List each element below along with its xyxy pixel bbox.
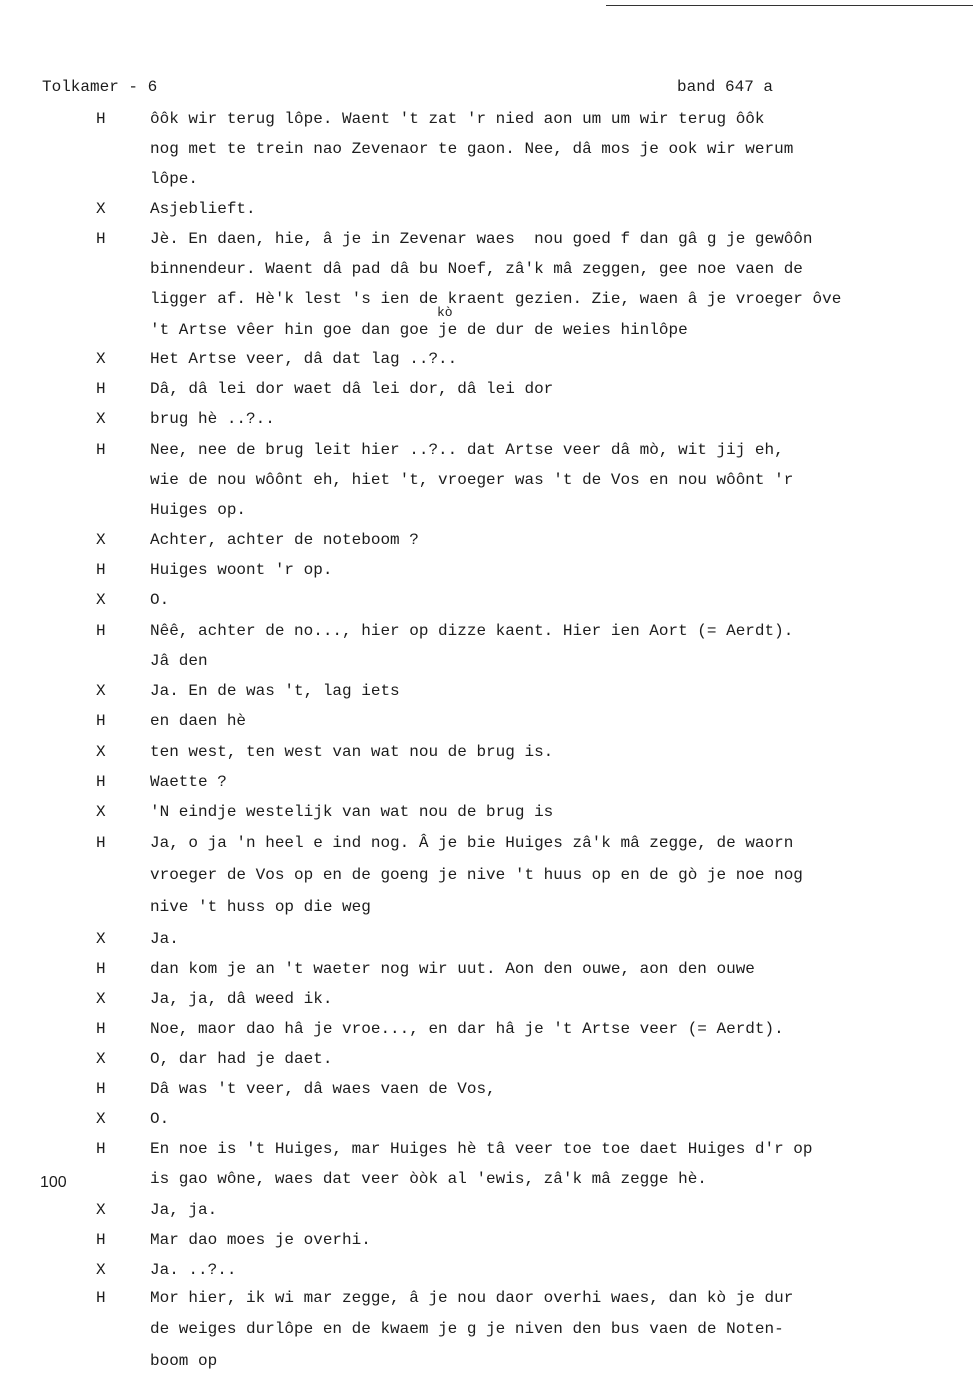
transcript-line (0, 1110, 973, 1140)
line-text: ten west, ten west van wat nou de brug is. (150, 743, 554, 761)
transcript-line (0, 1320, 973, 1350)
speaker-label: X (96, 591, 106, 609)
speaker-label: X (96, 743, 106, 761)
transcript-line (0, 1352, 973, 1382)
transcript-line (0, 200, 973, 230)
line-text: Huiges op. (150, 501, 247, 519)
line-text: Jâ den (150, 652, 208, 670)
transcript-line (0, 866, 973, 896)
speaker-label: H (96, 1289, 106, 1307)
speaker-label: X (96, 410, 106, 428)
header-location: Tolkamer - 6 (42, 78, 158, 96)
speaker-label: H (96, 1231, 106, 1249)
transcript-line (0, 531, 973, 561)
line-text: 'N eindje westelijk van wat nou de brug is (150, 803, 554, 821)
handwritten-annotation: kò (437, 305, 453, 320)
line-text: 't Artse vêer hin goe dan goe je de dur de weies hinlôpe (150, 321, 688, 339)
transcript-line (0, 561, 973, 591)
speaker-label: H (96, 622, 106, 640)
line-text: brug hè ..?.. (150, 410, 275, 428)
line-text: O. (150, 591, 170, 609)
transcript-line (0, 140, 973, 170)
speaker-label: H (96, 773, 106, 791)
speaker-label: X (96, 1201, 106, 1219)
transcript-line (0, 682, 973, 712)
speaker-label: H (96, 960, 106, 978)
line-text: boom op (150, 1352, 218, 1370)
speaker-label: X (96, 930, 106, 948)
transcript-line (0, 170, 973, 200)
line-text: Ja. ..?.. (150, 1261, 237, 1279)
transcript-line (0, 712, 973, 742)
line-text: Huiges woont 'r op. (150, 561, 333, 579)
line-text: Dâ was 't veer, dâ waes vaen de Vos, (150, 1080, 496, 1098)
line-text: Mar dao moes je overhi. (150, 1231, 371, 1249)
transcript-line (0, 350, 973, 380)
speaker-label: X (96, 200, 106, 218)
transcript-line (0, 773, 973, 803)
header-tape-number: band 647 a (677, 78, 774, 96)
line-text: En noe is 't Huiges, mar Huiges hè tâ veer toe toe daet Huiges d'r op (150, 1140, 813, 1158)
speaker-label: X (96, 1261, 106, 1279)
transcript-line (0, 930, 973, 960)
line-text: Ja, o ja 'n heel e ind nog. Â je bie Huiges zâ'k mâ zegge, de waorn (150, 834, 794, 852)
line-text: nog met te trein nao Zevenaor te gaon. Nee, dâ mos je ook wir werum (150, 140, 794, 158)
speaker-label: H (96, 441, 106, 459)
transcript-line (0, 591, 973, 621)
speaker-label: X (96, 1110, 106, 1128)
speaker-label: X (96, 531, 106, 549)
line-text: binnendeur. Waent dâ pad dâ bu Noef, zâ'k mâ zeggen, gee noe vaen de (150, 260, 803, 278)
line-text: Ja. (150, 930, 179, 948)
line-text: Ja, ja, dâ weed ik. (150, 990, 333, 1008)
transcript-line (0, 898, 973, 928)
line-text: Het Artse veer, dâ dat lag ..?.. (150, 350, 458, 368)
transcript-line (0, 743, 973, 773)
transcript-line (0, 803, 973, 833)
line-text: is gao wône, waes dat veer òòk al 'ewis, zâ'k mâ zegge hè. (150, 1170, 707, 1188)
line-text: O, dar had je daet. (150, 1050, 333, 1068)
transcript-line (0, 652, 973, 682)
line-text: Ja. En de was 't, lag iets (150, 682, 400, 700)
speaker-label: H (96, 1080, 106, 1098)
top-rule (606, 5, 973, 6)
line-text: vroeger de Vos op en de goeng je nive 't huus op en de gò je noe nog (150, 866, 803, 884)
transcript-line (0, 501, 973, 531)
speaker-label: X (96, 990, 106, 1008)
transcript-line (0, 1170, 973, 1200)
line-text: ligger af. Hè'k lest 's ien de kraent gezien. Zie, waen â je vroeger ôve (150, 290, 842, 308)
line-text: lôpe. (150, 170, 199, 188)
transcript-line (0, 290, 973, 320)
speaker-label: X (96, 1050, 106, 1068)
speaker-label: H (96, 380, 106, 398)
transcript-line (0, 1050, 973, 1080)
speaker-label: X (96, 803, 106, 821)
transcript-line (0, 1020, 973, 1050)
speaker-label: H (96, 110, 106, 128)
speaker-label: X (96, 682, 106, 700)
line-text: dan kom je an 't waeter nog wir uut. Aon den ouwe, aon den ouwe (150, 960, 755, 978)
transcript-line (0, 410, 973, 440)
line-text: Nee, nee de brug leit hier ..?.. dat Artse veer dâ mò, wit jij eh, (150, 441, 784, 459)
transcript-line (0, 1201, 973, 1231)
line-text: Waette ? (150, 773, 227, 791)
line-text: Achter, achter de noteboom ? (150, 531, 419, 549)
line-text: wie de nou wôônt eh, hiet 't, vroeger was 't de Vos en nou wôônt 'r (150, 471, 794, 489)
line-text: Nêê, achter de no..., hier op dizze kaent. Hier ien Aort (= Aerdt). (150, 622, 794, 640)
line-text: nive 't huss op die weg (150, 898, 371, 916)
transcript-line (0, 960, 973, 990)
line-text: O. (150, 1110, 170, 1128)
transcript-line (0, 380, 973, 410)
transcript-line (0, 990, 973, 1020)
transcript-line (0, 834, 973, 864)
speaker-label: H (96, 834, 106, 852)
line-text: Dâ, dâ lei dor waet dâ lei dor, dâ lei dor (150, 380, 554, 398)
speaker-label: H (96, 1020, 106, 1038)
transcript-line (0, 1261, 973, 1291)
speaker-label: H (96, 561, 106, 579)
transcript-line (0, 441, 973, 471)
line-text: Ja, ja. (150, 1201, 218, 1219)
line-text: ôôk wir terug lôpe. Waent 't zat 'r nied aon um um wir terug ôôk (150, 110, 765, 128)
transcript-line (0, 1140, 973, 1170)
line-text: Jè. En daen, hie, â je in Zevenar waes nou goed f dan gâ g je gewôôn (150, 230, 813, 248)
speaker-label: H (96, 712, 106, 730)
transcript-line (0, 321, 973, 351)
transcript-line (0, 110, 973, 140)
speaker-label: X (96, 350, 106, 368)
speaker-label: H (96, 230, 106, 248)
transcript-line (0, 1289, 973, 1319)
line-text: Asjeblieft. (150, 200, 256, 218)
transcript-line (0, 260, 973, 290)
margin-line-number: 100 (40, 1174, 67, 1191)
line-text: en daen hè (150, 712, 247, 730)
transcript-line (0, 622, 973, 652)
transcript-line (0, 471, 973, 501)
speaker-label: H (96, 1140, 106, 1158)
line-text: de weiges durlôpe en de kwaem je g je niven den bus vaen de Noten- (150, 1320, 784, 1338)
transcript-line (0, 230, 973, 260)
transcript-line (0, 1231, 973, 1261)
line-text: Mor hier, ik wi mar zegge, â je nou daor overhi waes, dan kò je dur (150, 1289, 794, 1307)
transcript-line (0, 1080, 973, 1110)
line-text: Noe, maor dao hâ je vroe..., en dar hâ je 't Artse veer (= Aerdt). (150, 1020, 784, 1038)
